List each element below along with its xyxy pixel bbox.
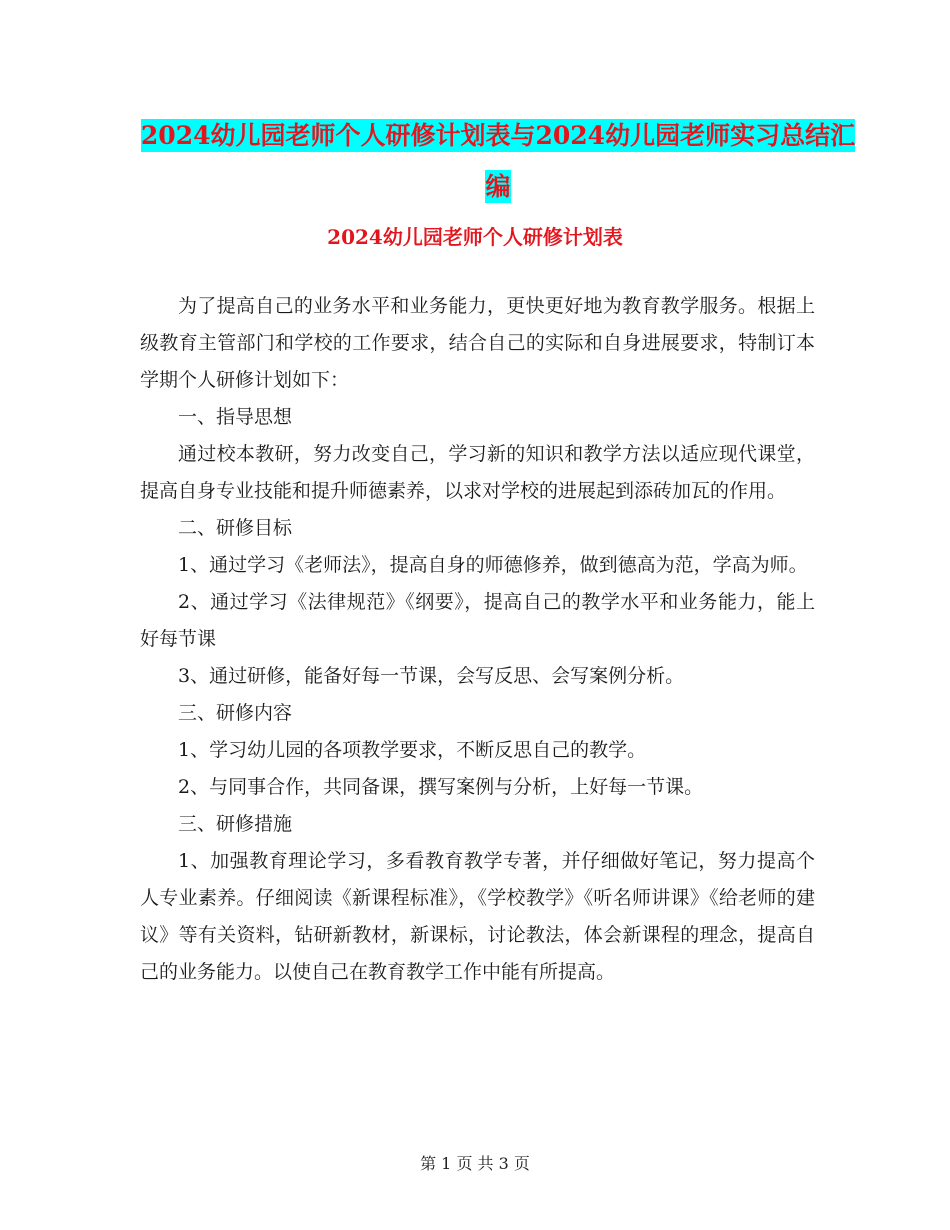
list-item: 2、通过学习《法律规范》《纲要》，提高自己的教学水平和业务能力，能上好每节课 xyxy=(140,591,815,650)
page-number-footer: 第 1 页 共 3 页 xyxy=(420,1154,530,1173)
heading-study-measures: 三、研修措施 xyxy=(178,813,293,835)
heading-study-content: 三、研修内容 xyxy=(178,702,293,724)
list-item: 3、通过研修，能备好每一节课，会写反思、会写案例分析。 xyxy=(178,665,685,687)
list-item: 1、通过学习《老师法》，提高自身的师德修养，做到德高为范，学高为师。 xyxy=(178,554,808,576)
paragraph-intro: 为了提高自己的业务水平和业务能力，更快更好地为教育教学服务。根据上级教育主管部门和学校的工作要求，结合自己的实际和自身进展要求，特制订本学期个人研修计划如下： xyxy=(140,295,815,391)
document-body xyxy=(140,288,815,991)
heading-study-goals: 二、研修目标 xyxy=(178,517,293,539)
heading-guiding-thought: 一、指导思想 xyxy=(178,406,293,428)
list-item: 1、学习幼儿园的各项教学要求，不断反思自己的教学。 xyxy=(178,739,647,761)
list-item: 2、与同事合作，共同备课，撰写案例与分析，上好每一节课。 xyxy=(178,776,704,798)
document-title-text: 2024幼儿园老师个人研修计划表与2024幼儿园老师实习总结汇编 xyxy=(140,121,856,201)
paragraph-guiding-thought: 通过校本教研，努力改变自己，学习新的知识和教学方法以适应现代课堂，提高自身专业技能和提升师德素养，以求对学校的进展起到添砖加瓦的作用。 xyxy=(140,443,815,502)
document-title xyxy=(140,110,856,212)
list-item: 1、加强教育理论学习，多看教育教学专著，并仔细做好笔记，努力提高个人专业素养。仔细阅读《新课程标准》，《学校教学》《听名师讲课》《给老师的建议》等有关资料，钻研新教材，新课标，讨论教法，体会新课程的理念，提高自己的业务能力。以使自己在教育教学工作中能有所提高。 xyxy=(140,850,815,983)
section-title: 2024幼儿园老师个人研修计划表 xyxy=(327,225,623,249)
